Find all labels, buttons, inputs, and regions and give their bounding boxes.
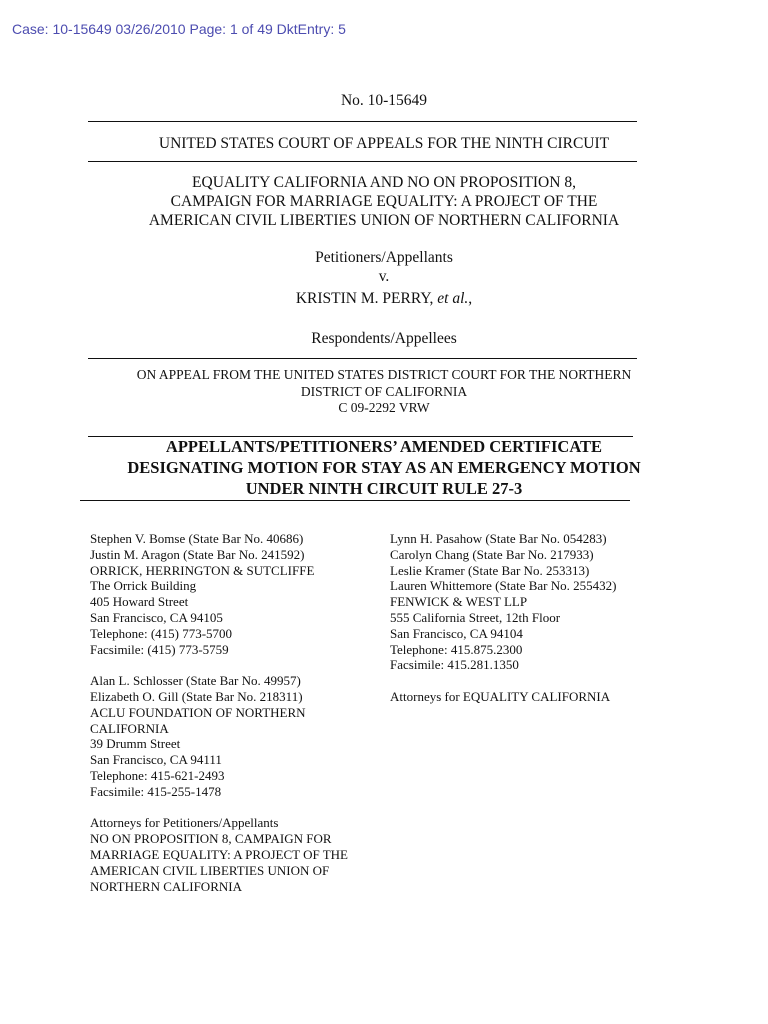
counsel-line: NORTHERN CALIFORNIA [90,878,242,894]
appeal-line: DISTRICT OF CALIFORNIA [300,383,468,399]
counsel-line: 405 Howard Street [90,594,189,610]
counsel-line: Alan L. Schlosser (State Bar No. 49957) [90,673,301,689]
counsel-line: Attorneys for EQUALITY CALIFORNIA [390,688,611,704]
counsel-line: ACLU FOUNDATION OF NORTHERN [90,704,306,720]
petitioners-line: AMERICAN CIVIL LIBERTIES UNION OF NORTHERN CALIFORNIA [148,212,620,229]
divider [80,500,630,501]
counsel-line: 39 Drumm Street [90,736,181,752]
counsel-line: Carolyn Chang (State Bar No. 217933) [390,546,594,562]
counsel-line: Lauren Whittemore (State Bar No. 255432) [390,578,617,594]
counsel-line: Leslie Kramer (State Bar No. 253313) [390,562,590,578]
counsel-line: AMERICAN CIVIL LIBERTIES UNION OF [90,862,330,878]
counsel-line: Justin M. Aragon (State Bar No. 241592) [90,546,305,562]
counsel-line: CALIFORNIA [90,720,169,736]
appeal-line: ON APPEAL FROM THE UNITED STATES DISTRICT COURT FOR THE NORTHERN [136,367,632,382]
counsel-line: San Francisco, CA 94105 [90,609,223,625]
petitioners-line: EQUALITY CALIFORNIA AND NO ON PROPOSITION 8, [192,174,576,191]
court-name: UNITED STATES COURT OF APPEALS FOR THE NINTH CIRCUIT [158,135,610,152]
divider [88,121,637,122]
petitioners [0,173,768,230]
petitioners-line: CAMPAIGN FOR MARRIAGE EQUALITY: A PROJECT OF THE [170,193,598,210]
counsel-line: NO ON PROPOSITION 8, CAMPAIGN FOR [90,831,332,847]
counsel-line: Telephone: (415) 773-5700 [90,625,233,641]
counsel-line: Telephone: 415.875.2300 [390,641,523,657]
appeal-line: C 09-2292 VRW [338,400,430,415]
counsel-line: MARRIAGE EQUALITY: A PROJECT OF THE [90,846,348,862]
docket-header-stamp: Case: 10-15649 03/26/2010 Page: 1 of 49 DktEntry: 5 [12,21,346,37]
respondent-name-text: KRISTIN M. PERRY, [295,290,438,307]
versus: v. [378,268,390,285]
counsel-line: Stephen V. Bomse (State Bar No. 40686) [90,531,304,546]
respondents-role: Respondents/Appellees [311,330,457,347]
counsel-line: San Francisco, CA 94104 [390,625,523,641]
counsel-line: Elizabeth O. Gill (State Bar No. 218311) [90,688,303,704]
divider [88,358,637,359]
case-number: No. 10-15649 [340,92,428,109]
counsel-line: The Orrick Building [90,578,197,594]
counsel-line: Attorneys for Petitioners/Appellants [90,815,279,831]
counsel-line: San Francisco, CA 94111 [90,752,222,768]
counsel-line: Facsimile: 415.281.1350 [390,657,519,673]
title-line: DESIGNATING MOTION FOR STAY AS AN EMERGENCY MOTION [127,458,641,477]
title-line: APPELLANTS/PETITIONERS’ AMENDED CERTIFICATE [165,437,603,456]
counsel-line: Facsimile: (415) 773-5759 [90,641,229,657]
document-title [0,436,768,499]
left-counsel-column [90,531,348,894]
respondent-suffix: , [468,290,473,307]
title-line: UNDER NINTH CIRCUIT RULE 27-3 [245,479,523,498]
counsel-line: Lynn H. Pasahow (State Bar No. 054283) [390,531,607,546]
appeal-from [0,367,768,417]
counsel-line: FENWICK & WEST LLP [390,594,528,610]
counsel-line: Facsimile: 415-255-1478 [90,783,222,799]
respondent-name [0,289,768,308]
petitioners-role: Petitioners/Appellants [315,249,453,266]
respondent-etal: et al. [437,290,469,307]
right-counsel-column [390,531,616,705]
divider [88,161,637,162]
counsel-line: Telephone: 415-621-2493 [90,767,225,783]
counsel-line: 555 California Street, 12th Floor [390,609,561,625]
counsel-line: ORRICK, HERRINGTON & SUTCLIFFE [90,562,315,578]
